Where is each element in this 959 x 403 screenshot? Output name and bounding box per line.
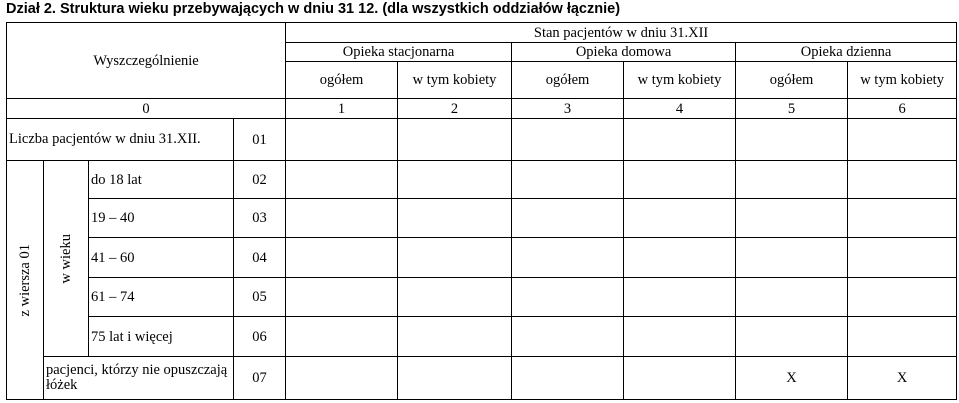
column-number: 1 <box>286 99 398 119</box>
inpatient-care-header: Opieka stacjonarna <box>286 43 512 62</box>
row-code: 02 <box>234 161 286 199</box>
data-cell[interactable] <box>736 199 848 238</box>
data-cell[interactable] <box>398 278 512 317</box>
data-cell[interactable] <box>624 238 736 278</box>
data-cell[interactable] <box>624 278 736 317</box>
age-group-label: 61 – 74 <box>89 278 234 317</box>
bedridden-row-label: pacjenci, którzy nie opuszczają łóżek <box>44 357 234 400</box>
data-cell[interactable] <box>736 119 848 161</box>
data-cell[interactable] <box>286 119 398 161</box>
side-label-outer: z wiersza 01 <box>17 243 33 317</box>
data-cell[interactable] <box>398 317 512 357</box>
data-cell[interactable] <box>398 238 512 278</box>
data-cell[interactable] <box>736 317 848 357</box>
age-group-label: 19 – 40 <box>89 199 234 238</box>
row-code: 03 <box>234 199 286 238</box>
from-row-01-label <box>7 161 44 400</box>
age-group-label: do 18 lat <box>89 161 234 199</box>
data-cell[interactable] <box>512 161 624 199</box>
row-code: 07 <box>234 357 286 400</box>
data-cell[interactable] <box>848 161 957 199</box>
women-col-header: w tym kobiety <box>398 62 512 99</box>
data-cell[interactable] <box>848 199 957 238</box>
table-row <box>7 278 957 317</box>
data-cell[interactable] <box>736 278 848 317</box>
day-care-header: Opieka dzienna <box>736 43 957 62</box>
data-cell[interactable] <box>512 357 624 400</box>
data-cell[interactable] <box>286 161 398 199</box>
age-structure-table <box>6 22 957 400</box>
data-cell[interactable] <box>286 238 398 278</box>
home-care-header: Opieka domowa <box>512 43 736 62</box>
row-code: 04 <box>234 238 286 278</box>
not-applicable-cell: X <box>848 357 957 400</box>
age-group-label: 41 – 60 <box>89 238 234 278</box>
data-cell[interactable] <box>848 278 957 317</box>
data-cell[interactable] <box>624 161 736 199</box>
table-row <box>7 119 957 161</box>
data-cell[interactable] <box>512 278 624 317</box>
description-header: Wyszczególnienie <box>7 23 286 99</box>
row-code: 06 <box>234 317 286 357</box>
total-row-label: Liczba pacjentów w dniu 31.XII. <box>7 119 234 161</box>
age-label-cell <box>44 161 89 357</box>
table-row <box>7 199 957 238</box>
data-cell[interactable] <box>512 119 624 161</box>
table-row <box>7 357 957 400</box>
column-number: 5 <box>736 99 848 119</box>
data-cell[interactable] <box>286 199 398 238</box>
data-cell[interactable] <box>848 317 957 357</box>
women-col-header: w tym kobiety <box>624 62 736 99</box>
data-cell[interactable] <box>286 317 398 357</box>
data-cell[interactable] <box>624 357 736 400</box>
total-col-header: ogółem <box>736 62 848 99</box>
data-cell[interactable] <box>398 119 512 161</box>
status-header: Stan pacjentów w dniu 31.XII <box>286 23 957 43</box>
row-code: 01 <box>234 119 286 161</box>
not-applicable-cell: X <box>736 357 848 400</box>
data-cell[interactable] <box>848 119 957 161</box>
data-cell[interactable] <box>624 199 736 238</box>
data-cell[interactable] <box>624 119 736 161</box>
column-number: 6 <box>848 99 957 119</box>
data-cell[interactable] <box>398 357 512 400</box>
total-col-header: ogółem <box>512 62 624 99</box>
data-cell[interactable] <box>736 238 848 278</box>
table-row <box>7 238 957 278</box>
column-number: 0 <box>7 99 286 119</box>
side-label-inner: w wieku <box>58 233 74 284</box>
data-cell[interactable] <box>286 278 398 317</box>
data-cell[interactable] <box>624 317 736 357</box>
data-cell[interactable] <box>286 357 398 400</box>
data-cell[interactable] <box>736 161 848 199</box>
women-col-header: w tym kobiety <box>848 62 957 99</box>
column-number: 3 <box>512 99 624 119</box>
section-title: Dział 2. Struktura wieku przebywających w dniu 31 12. (dla wszystkich oddziałów łącznie) <box>6 1 621 17</box>
row-code: 05 <box>234 278 286 317</box>
data-cell[interactable] <box>848 238 957 278</box>
total-col-header: ogółem <box>286 62 398 99</box>
table-row <box>7 317 957 357</box>
age-group-label: 75 lat i więcej <box>89 317 234 357</box>
data-cell[interactable] <box>512 238 624 278</box>
data-cell[interactable] <box>512 199 624 238</box>
column-number: 4 <box>624 99 736 119</box>
table-row <box>7 161 957 199</box>
data-cell[interactable] <box>512 317 624 357</box>
data-cell[interactable] <box>398 161 512 199</box>
column-number: 2 <box>398 99 512 119</box>
data-cell[interactable] <box>398 199 512 238</box>
